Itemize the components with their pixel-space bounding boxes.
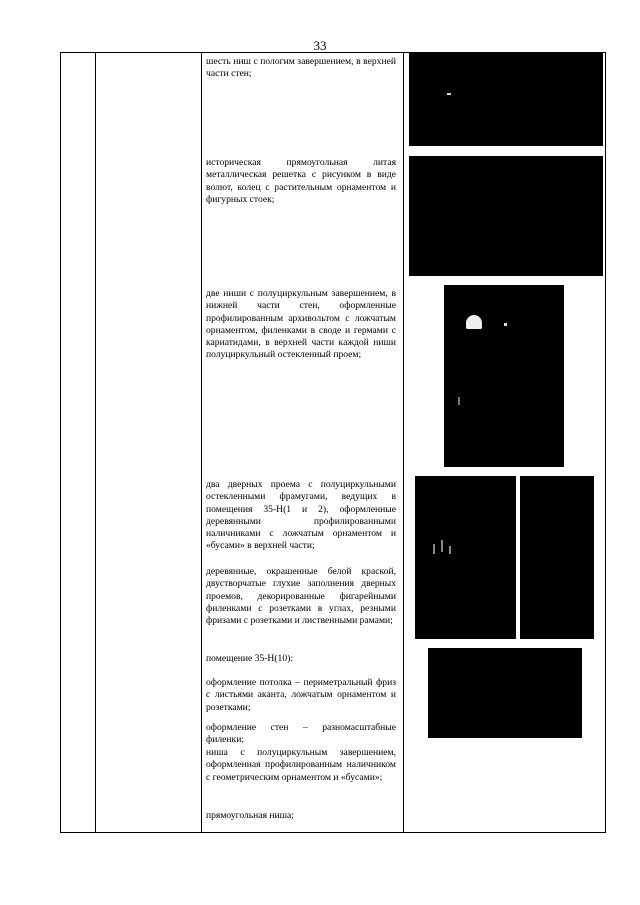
entry-wall-panels: оформление стен – разномасштабные филенки; — [206, 722, 396, 746]
photo-six-niches — [409, 53, 603, 146]
entry-six-niches: шесть ниш с пологим завершением, в верхней части стен; — [206, 56, 396, 80]
photo-door-opening-left — [415, 476, 516, 639]
entry-two-niches: две ниши с полуциркульным завершением, в нижней части стен, оформленные профилированным архивольтом с ложчатым орнаментом, филенками в своде и гермами с кариатидами, в верхней части каждой ниши полуциркульный остекленный проем; — [206, 288, 396, 361]
entry-iron-grille: историческая прямоугольная литая металлическая решетка с рисунком в виде волют, колец с растительным орнаментом и фигурных стоек; — [206, 157, 396, 205]
photo-two-niches — [444, 285, 564, 467]
entry-rect-niche: прямоугольная ниша; — [206, 810, 294, 821]
entry-door-openings: два дверных проема с полуциркульными остекленными фрамугами, ведущих в помещения 35-Н(1 и 2), оформленные деревянными профилированными наличниками с ложчатым орнаментом и «бусами» в верхней части; — [206, 479, 396, 552]
column-divider — [201, 53, 202, 832]
photo-iron-grille — [409, 156, 603, 276]
entry-arched-niche: ниша с полуциркульным завершением, оформленная профилированным наличником с геометрическим орнаментом и «бусами»; — [206, 747, 396, 783]
entry-ceiling-frieze: оформление потолка – периметральный фриз с листьями аканта, ложчатым орнаментом и розетками; — [206, 677, 396, 713]
photo-door-opening-right — [520, 476, 594, 639]
entry-room-heading: помещение 35-Н(10): — [206, 653, 294, 664]
entry-door-leaves: деревянные, окрашенные белой краской, двустворчатые глухие заполнения дверных проемов, декорированные фигарейными филенками с розетками в углах, резными фризами с розетками и лиственными рамами; — [206, 566, 396, 627]
column-divider — [403, 53, 404, 832]
photo-ceiling-frieze — [428, 648, 582, 738]
page-number: 33 — [313, 38, 327, 53]
column-divider — [95, 53, 96, 832]
